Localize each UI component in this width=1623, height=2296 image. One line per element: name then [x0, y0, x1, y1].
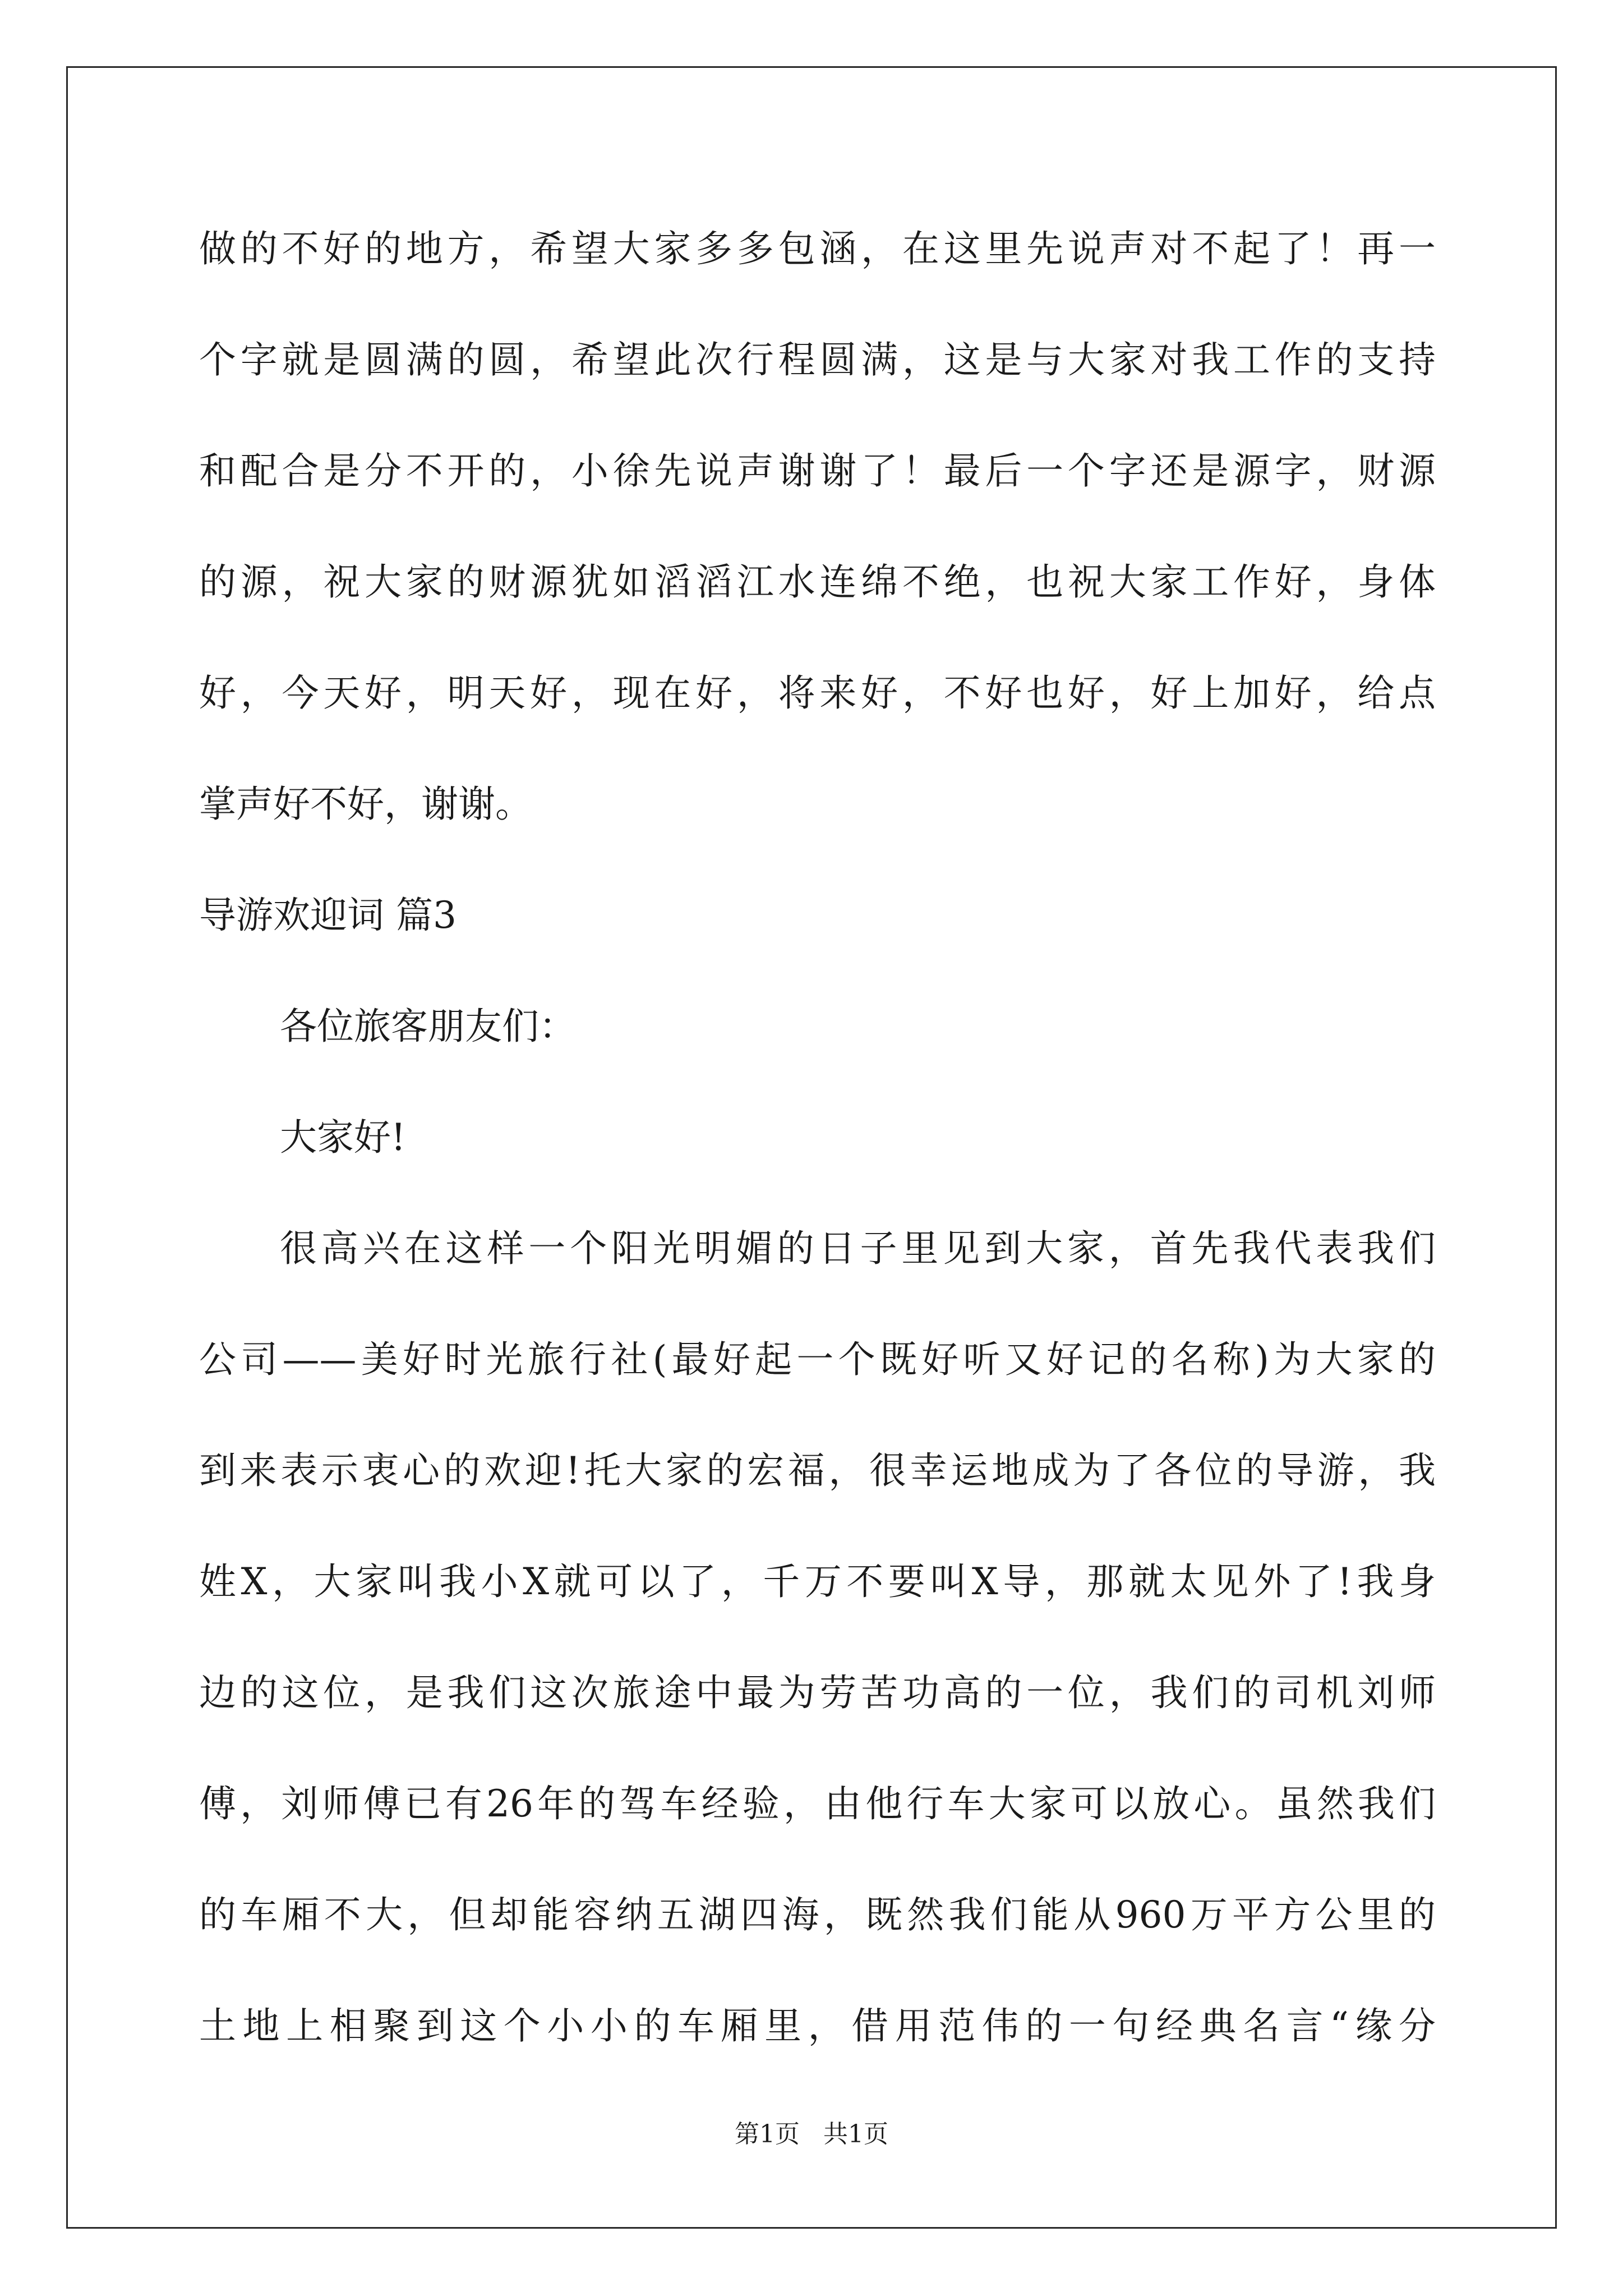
paragraph-line: 傅，刘师傅已有26年的驾车经验，由他行车大家可以放心。虽然我们 [199, 1782, 1436, 1825]
paragraph-line: 掌声好不好，谢谢。 [199, 783, 532, 826]
section-heading: 导游欢迎词 篇3 [199, 894, 457, 937]
document-body [199, 194, 1436, 2082]
paragraph-line: 做的不好的地方，希望大家多多包涵，在这里先说声对不起了！再一 [199, 227, 1436, 270]
paragraph-line: 边的这位，是我们这次旅途中最为劳苦功高的一位，我们的司机刘师 [199, 1671, 1436, 1714]
paragraph-line: 土地上相聚到这个小小的车厢里，借用范伟的一句经典名言“缘分 [199, 2004, 1436, 2047]
paragraph-line: 到来表示衷心的欢迎!托大家的宏福，很幸运地成为了各位的导游，我 [199, 1449, 1436, 1492]
salutation: 各位旅客朋友们： [280, 1005, 576, 1048]
paragraph-line: 的源，祝大家的财源犹如滔滔江水连绵不绝，也祝大家工作好，身体 [199, 560, 1436, 604]
paragraph-line: 很高兴在这样一个阳光明媚的日子里见到大家，首先我代表我们 [280, 1227, 1436, 1270]
paragraph-line: 好，今天好，明天好，现在好，将来好，不好也好，好上加好，给点 [199, 671, 1436, 715]
page-number: 第1页 [735, 2120, 800, 2148]
paragraph-line: 姓X，大家叫我小X就可以了，千万不要叫X导，那就太见外了!我身 [199, 1560, 1436, 1603]
paragraph-line: 个字就是圆满的圆，希望此次行程圆满，这是与大家对我工作的支持 [199, 338, 1436, 381]
paragraph-line: 的车厢不大，但却能容纳五湖四海，既然我们能从960万平方公里的 [199, 1893, 1436, 1936]
page-footer [0, 2118, 1623, 2151]
page-total: 共1页 [823, 2120, 888, 2148]
paragraph-line: 公司——美好时光旅行社(最好起一个既好听又好记的名称)为大家的 [199, 1338, 1436, 1381]
paragraph-line: 和配合是分不开的，小徐先说声谢谢了！最后一个字还是源字，财源 [199, 449, 1436, 493]
greeting: 大家好! [280, 1116, 406, 1159]
